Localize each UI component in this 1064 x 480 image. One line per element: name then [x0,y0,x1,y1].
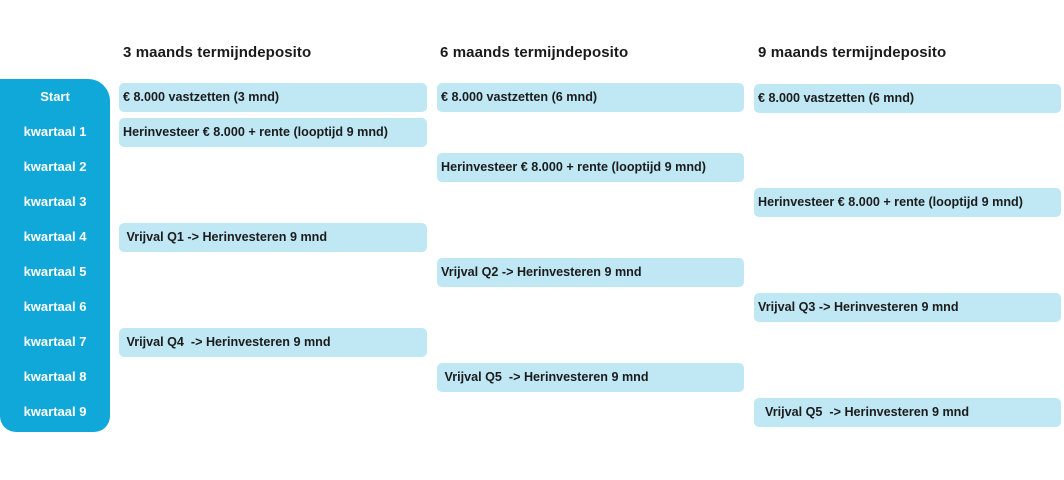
cell-3m-kwartaal-7: Vrijval Q4 -> Herinvesteren 9 mnd [119,328,427,357]
row-label-kwartaal-8: kwartaal 8 [23,369,87,384]
cell-6m-kwartaal-2: Herinvesteer € 8.000 + rente (looptijd 9 mnd) [437,153,744,182]
row-label-start: Start [40,89,70,104]
cell-3m-kwartaal-4: Vrijval Q1 -> Herinvesteren 9 mnd [119,223,427,252]
cell-6m-start: € 8.000 vastzetten (6 mnd) [437,83,744,112]
column-header-3-months: 3 maands termijndeposito [123,44,312,61]
row-label-kwartaal-6: kwartaal 6 [23,299,87,314]
cell-9m-start: € 8.000 vastzetten (6 mnd) [754,84,1061,113]
cell-3m-kwartaal-1: Herinvesteer € 8.000 + rente (looptijd 9 mnd) [119,118,427,147]
column-header-6-months: 6 maands termijndeposito [440,44,629,61]
row-label-kwartaal-4: kwartaal 4 [23,229,87,244]
cell-9m-kwartaal-9: Vrijval Q5 -> Herinvesteren 9 mnd [754,398,1061,427]
cell-9m-kwartaal-6: Vrijval Q3 -> Herinvesteren 9 mnd [754,293,1061,322]
cell-9m-kwartaal-3: Herinvesteer € 8.000 + rente (looptijd 9 mnd) [754,188,1061,217]
row-label-kwartaal-2: kwartaal 2 [23,159,87,174]
column-header-9-months: 9 maands termijndeposito [758,44,947,61]
row-label-kwartaal-7: kwartaal 7 [23,334,87,349]
row-label-kwartaal-1: kwartaal 1 [23,124,87,139]
row-label-kwartaal-3: kwartaal 3 [23,194,87,209]
cell-6m-kwartaal-5: Vrijval Q2 -> Herinvesteren 9 mnd [437,258,744,287]
cell-6m-kwartaal-8: Vrijval Q5 -> Herinvesteren 9 mnd [437,363,744,392]
row-label-kwartaal-9: kwartaal 9 [23,404,87,419]
row-label-kwartaal-5: kwartaal 5 [23,264,87,279]
cell-3m-start: € 8.000 vastzetten (3 mnd) [119,83,427,112]
